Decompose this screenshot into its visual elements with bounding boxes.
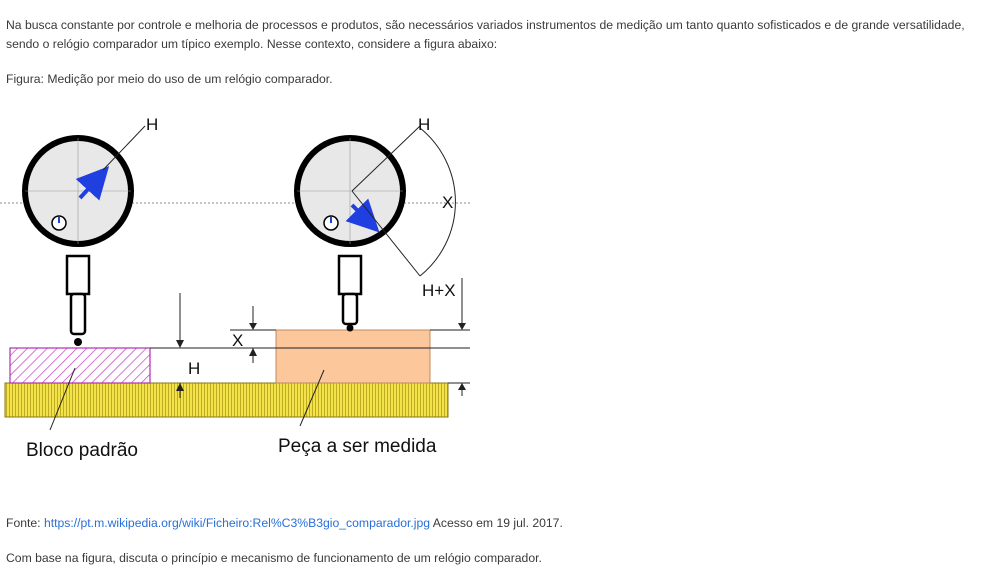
intro-paragraph: Na busca constante por controle e melhoria de processos e produtos, são necessários variados instrumentos de medição um tanto quanto sofisticados e de grande versatilidade, sendo o relógio comparador um típico exemplo. Nesse contexto, considere a figura abaixo:	[6, 18, 965, 51]
dimension-h-block	[176, 293, 200, 398]
label-h-right: H	[418, 115, 431, 134]
measured-part	[276, 330, 430, 383]
label-h-left: H	[146, 115, 159, 134]
source-suffix: Acesso em 19 jul. 2017.	[430, 516, 563, 530]
standard-block	[10, 348, 150, 383]
source-link[interactable]: https://pt.m.wikipedia.org/wiki/Ficheiro:Rel%C3%B3gio_comparador.jpg	[43, 516, 431, 530]
label-x-step: X	[232, 331, 244, 350]
dimension-x-step	[232, 306, 257, 363]
figure-caption: Figura: Medição por meio do uso de um relógio comparador.	[6, 72, 333, 86]
label-h-block: H	[188, 359, 201, 378]
source-prefix: Fonte:	[6, 516, 44, 530]
question-paragraph: Com base na figura, discuta o princípio e mecanismo de funcionamento de um relógio comparador.	[6, 551, 542, 565]
label-peca: Peça a ser medida	[278, 436, 437, 457]
surface-plate	[5, 383, 448, 417]
label-bloco-padrao: Bloco padrão	[26, 440, 138, 461]
dial-indicator-figure	[0, 98, 480, 478]
label-x-arc: X	[442, 193, 454, 212]
dial-indicator-left	[25, 115, 158, 346]
source-line	[6, 514, 981, 533]
label-h-plus-x: H+X	[422, 281, 456, 300]
